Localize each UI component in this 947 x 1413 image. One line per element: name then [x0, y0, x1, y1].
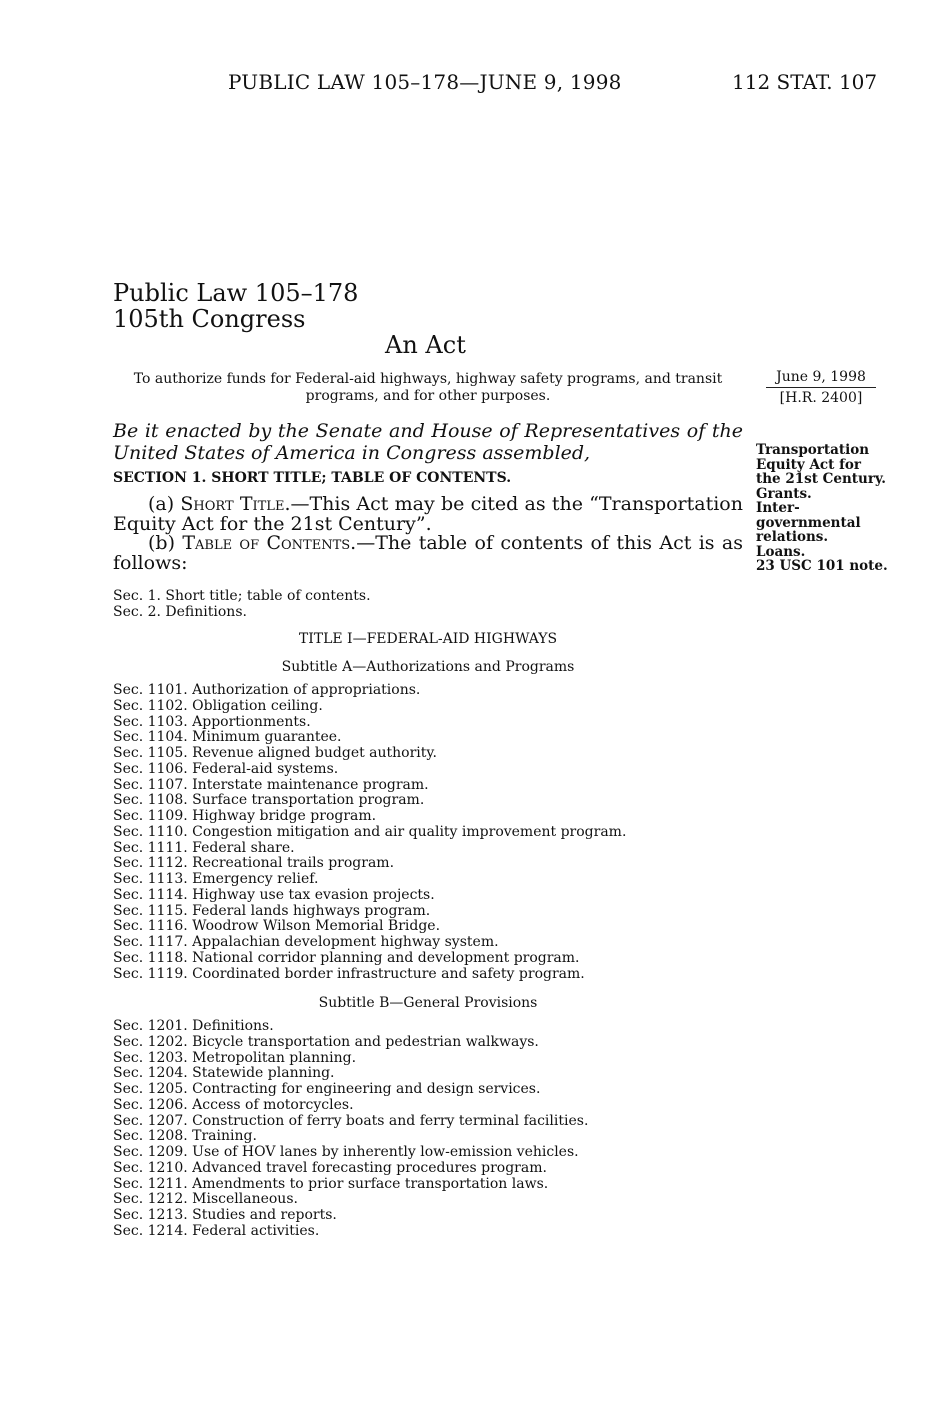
- paragraph-prefix: (a): [148, 493, 181, 515]
- margin-note: Grants.: [756, 485, 812, 502]
- toc-entry: Sec. 1202. Bicycle transportation and pedestrian walkways.: [113, 1033, 539, 1050]
- paragraph-prefix: (b): [148, 532, 183, 554]
- toc-entry: Sec. 1104. Minimum guarantee.: [113, 729, 342, 746]
- toc-entry: Sec. 1106. Federal-aid systems.: [113, 760, 339, 777]
- toc-entry: Sec. 1214. Federal activities.: [113, 1222, 320, 1239]
- toc-intro-paragraph: [113, 533, 743, 573]
- toc-entry: Sec. 1105. Revenue aligned budget authority.: [113, 745, 437, 761]
- paragraph-label: Table of Contents: [182, 532, 351, 554]
- margin-note: Transportation: [756, 442, 870, 458]
- toc-subtitle-heading: Subtitle A—Authorizations and Programs: [281, 659, 575, 675]
- toc-entry: Sec. 1212. Miscellaneous.: [113, 1191, 298, 1208]
- margin-note: Equity Act for: [756, 456, 862, 473]
- toc-entry: Sec. 1109. Highway bridge program.: [113, 808, 377, 824]
- section-heading: SECTION 1. SHORT TITLE; TABLE OF CONTENTS.: [113, 470, 512, 486]
- toc-title-heading: TITLE I—FEDERAL-AID HIGHWAYS: [298, 631, 558, 647]
- toc-entry: Sec. 1208. Training.: [113, 1128, 257, 1145]
- toc-entry: Sec. 1207. Construction of ferry boats and ferry terminal facilities.: [113, 1112, 589, 1129]
- toc-entry: Sec. 1114. Highway use tax evasion projects.: [113, 886, 435, 903]
- margin-note: the 21st Century.: [756, 471, 886, 487]
- margin-date: June 9, 1998: [776, 369, 866, 385]
- toc-entry: Sec. 1119. Coordinated border infrastructure and safety program.: [113, 965, 585, 982]
- toc-entry: Sec. 1204. Statewide planning.: [113, 1065, 335, 1082]
- toc-entry: Sec. 1110. Congestion mitigation and air quality improvement program.: [113, 823, 627, 840]
- toc-entry: Sec. 1206. Access of motorcycles.: [113, 1096, 354, 1113]
- toc-entry: Sec. 1102. Obligation ceiling.: [113, 697, 323, 714]
- toc-entry: Sec. 1209. Use of HOV lanes by inherently low-emission vehicles.: [113, 1144, 579, 1160]
- toc-entry: Sec. 1. Short title; table of contents.: [113, 588, 371, 604]
- toc-entry: Sec. 2. Definitions.: [113, 603, 247, 620]
- margin-note: 23 USC 101 note.: [756, 558, 888, 574]
- margin-note: Inter-: [756, 500, 800, 516]
- toc-entry: Sec. 1101. Authorization of appropriations.: [113, 682, 421, 698]
- toc-entry: Sec. 1103. Apportionments.: [113, 713, 311, 730]
- toc-subtitle-heading: Subtitle B—General Provisions: [318, 995, 538, 1011]
- toc-entry: Sec. 1112. Recreational trails program.: [113, 855, 395, 872]
- toc-entry: Sec. 1203. Metropolitan planning.: [113, 1049, 357, 1066]
- toc-entry: Sec. 1201. Definitions.: [113, 1018, 274, 1034]
- paragraph-text: .—The table of contents of this Act is as follows:: [113, 532, 743, 574]
- toc-entry: Sec. 1113. Emergency relief.: [113, 871, 319, 887]
- toc-entry: Sec. 1211. Amendments to prior surface transportation laws.: [113, 1175, 549, 1192]
- toc-entry: Sec. 1210. Advanced travel forecasting procedures program.: [113, 1159, 547, 1176]
- running-head: PUBLIC LAW 105–178—JUNE 9, 1998: [228, 70, 622, 94]
- toc-entry: Sec. 1108. Surface transportation program.: [113, 792, 425, 809]
- act-heading: An Act: [385, 331, 466, 359]
- toc-entry: Sec. 1213. Studies and reports.: [113, 1207, 337, 1223]
- statutes-page-reference: 112 STAT. 107: [732, 70, 878, 94]
- toc-entry: Sec. 1116. Woodrow Wilson Memorial Bridge.: [113, 918, 441, 935]
- margin-divider: [766, 387, 876, 388]
- act-purpose-line: programs, and for other purposes.: [305, 388, 551, 404]
- short-title-paragraph: [113, 494, 743, 534]
- margin-note: governmental: [756, 514, 861, 531]
- toc-entry: Sec. 1205. Contracting for engineering and design services.: [113, 1081, 541, 1097]
- act-purpose: [113, 371, 743, 405]
- margin-note: Loans.: [756, 543, 806, 560]
- public-law-title: Public Law 105–178: [113, 279, 359, 307]
- act-purpose-line: To authorize funds for Federal-aid highways, highway safety programs, and transit: [133, 371, 723, 387]
- paragraph-label: Short Title: [180, 493, 285, 515]
- margin-note: relations.: [756, 529, 829, 545]
- congress-number: 105th Congress: [113, 305, 306, 333]
- paragraph-text: .—This Act may be cited as the “Transportation Equity Act for the 21st Century”.: [113, 493, 743, 535]
- toc-entry: Sec. 1118. National corridor planning and development program.: [113, 949, 580, 966]
- toc-entry: Sec. 1117. Appalachian development highway system.: [113, 934, 499, 950]
- enacting-clause: Be it enacted by the Senate and House of Representatives of the United States of America in Congress assembled,: [113, 420, 743, 464]
- toc-entry: Sec. 1111. Federal share.: [113, 839, 295, 856]
- toc-entry: Sec. 1107. Interstate maintenance program.: [113, 776, 429, 793]
- margin-notes: [756, 443, 888, 574]
- margin-bill-number: [H.R. 2400]: [779, 390, 863, 406]
- toc-entry: Sec. 1115. Federal lands highways program.: [113, 902, 431, 919]
